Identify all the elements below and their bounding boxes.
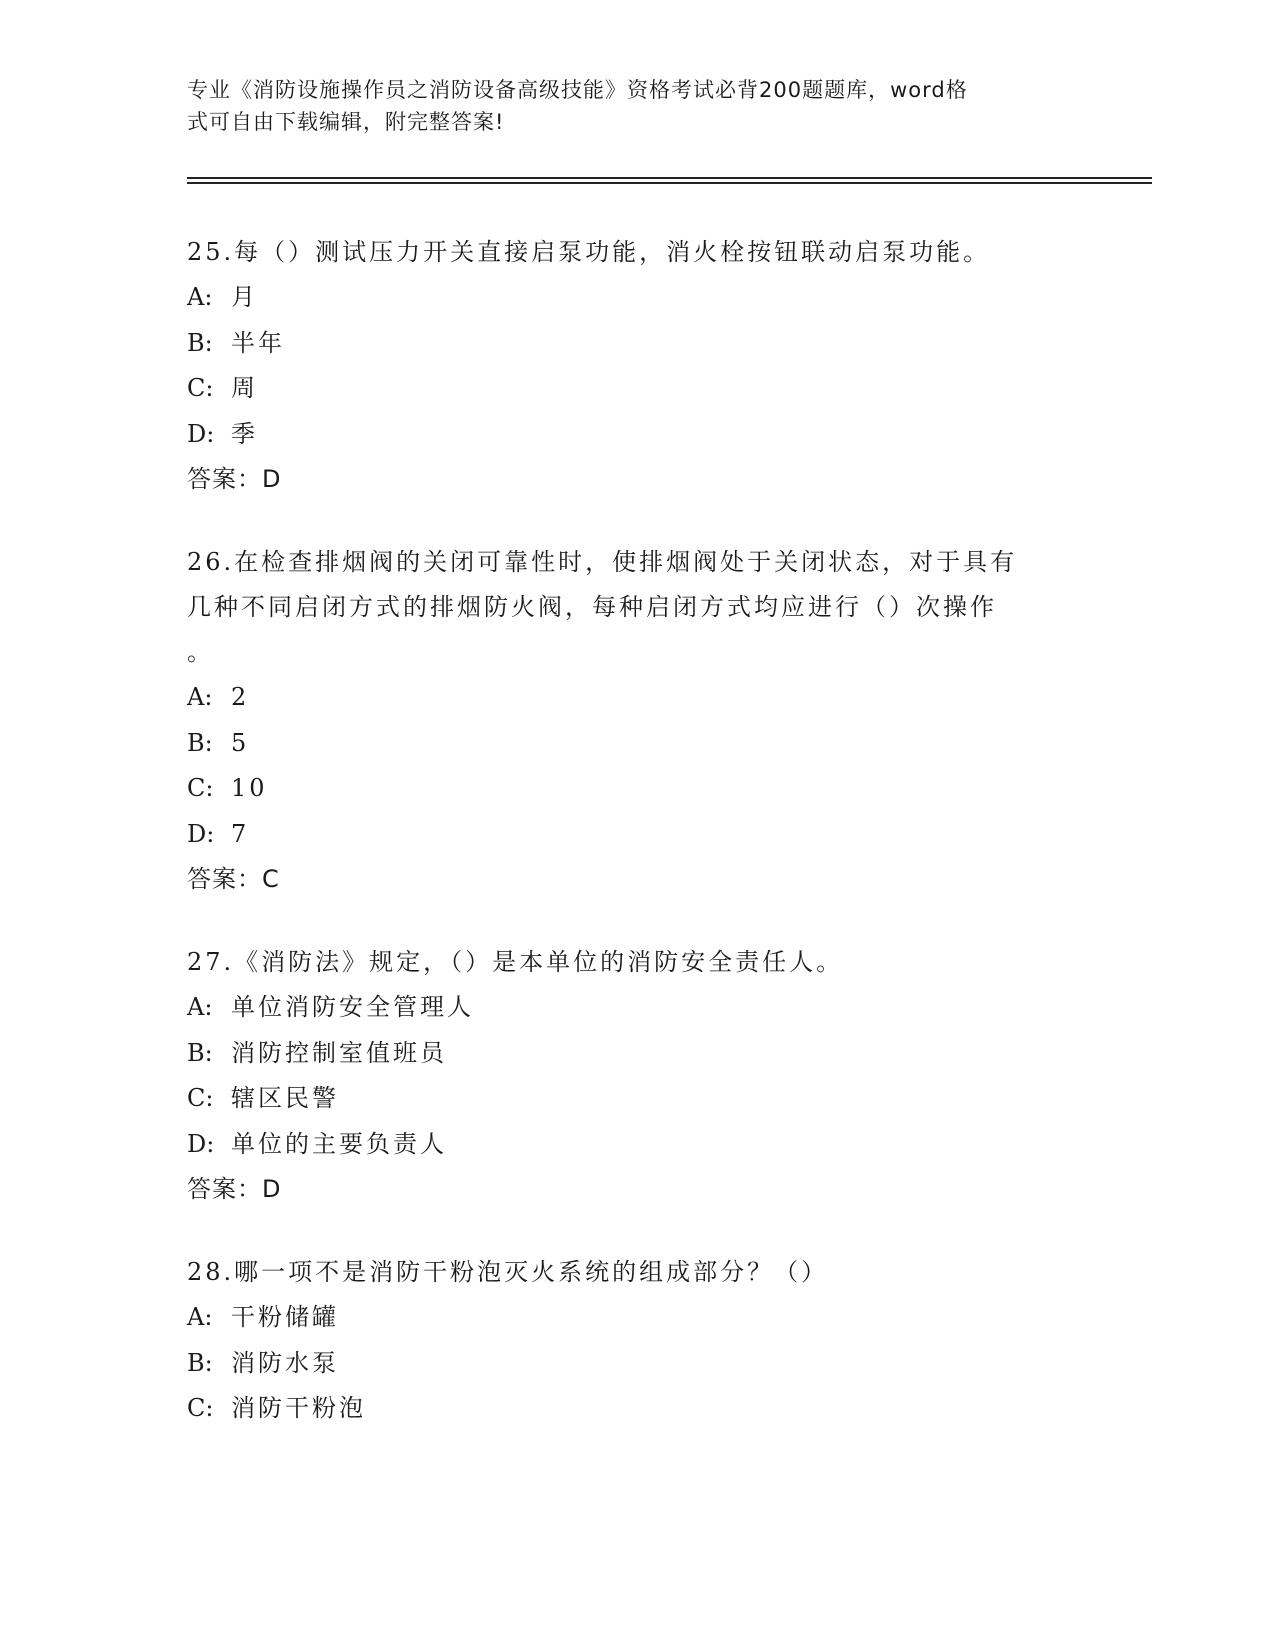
option-letter: A: bbox=[187, 993, 213, 1021]
question-text-line: 几种不同启闭方式的排烟防火阀，每种启闭方式均应进行（）次操作 bbox=[187, 593, 997, 621]
option-text: 2 bbox=[231, 683, 250, 711]
document-header bbox=[187, 74, 1067, 138]
option-c bbox=[187, 366, 1087, 412]
option-text: 辖区民警 bbox=[231, 1084, 339, 1112]
option-text: 5 bbox=[231, 728, 250, 757]
option-text: 季 bbox=[231, 419, 258, 448]
option-c bbox=[187, 1076, 1087, 1122]
option-letter: B: bbox=[187, 728, 213, 757]
question-text bbox=[187, 540, 1087, 675]
question-text-line: 28.哪一项不是消防干粉泡灭火系统的组成部分？（） bbox=[187, 1258, 829, 1286]
option-c bbox=[187, 766, 1087, 812]
header-divider-top bbox=[187, 177, 1152, 179]
option-text: 10 bbox=[231, 774, 268, 802]
question-text bbox=[187, 1250, 1087, 1295]
option-b bbox=[187, 321, 1087, 367]
question-text bbox=[187, 230, 1087, 275]
answer-line: 答案：C bbox=[187, 865, 280, 893]
option-letter: A: bbox=[187, 283, 213, 311]
option-b bbox=[187, 721, 1087, 767]
option-a bbox=[187, 675, 1087, 721]
question-26 bbox=[187, 540, 1087, 902]
answer-line: 答案：D bbox=[187, 1175, 282, 1203]
option-a bbox=[187, 275, 1087, 321]
option-text: 7 bbox=[231, 819, 250, 848]
option-a bbox=[187, 985, 1087, 1031]
option-letter: B: bbox=[187, 1348, 213, 1377]
option-c bbox=[187, 1386, 1087, 1432]
option-letter: C: bbox=[187, 1394, 214, 1422]
question-text-line: 26.在检查排烟阀的关闭可靠性时，使排烟阀处于关闭状态，对于具有 bbox=[187, 548, 1018, 576]
answer-line: 答案：D bbox=[187, 465, 282, 493]
option-d bbox=[187, 412, 1087, 458]
question-text bbox=[187, 940, 1087, 985]
option-text: 消防控制室值班员 bbox=[231, 1038, 447, 1067]
option-letter: D: bbox=[187, 819, 215, 848]
question-27 bbox=[187, 940, 1087, 1212]
option-d bbox=[187, 1122, 1087, 1168]
option-text: 月 bbox=[231, 283, 258, 311]
option-letter: C: bbox=[187, 374, 214, 402]
option-text: 单位消防安全管理人 bbox=[231, 993, 474, 1021]
option-text: 干粉储罐 bbox=[231, 1303, 339, 1331]
option-letter: C: bbox=[187, 774, 214, 802]
question-text-line: 。 bbox=[187, 638, 214, 666]
option-letter: B: bbox=[187, 1038, 213, 1067]
option-d bbox=[187, 812, 1087, 858]
header-divider-bottom bbox=[187, 182, 1152, 184]
question-text-line: 25.每（）测试压力开关直接启泵功能，消火栓按钮联动启泵功能。 bbox=[187, 238, 991, 266]
header-line-1: 专业《消防设施操作员之消防设备高级技能》资格考试必背200题题库，word格 bbox=[187, 78, 968, 102]
option-text: 周 bbox=[231, 374, 258, 402]
option-letter: A: bbox=[187, 683, 213, 711]
option-a bbox=[187, 1295, 1087, 1341]
header-line-2: 式可自由下载编辑，附完整答案! bbox=[187, 110, 505, 134]
option-b bbox=[187, 1341, 1087, 1387]
question-25 bbox=[187, 230, 1087, 502]
option-text: 单位的主要负责人 bbox=[231, 1129, 447, 1158]
option-letter: D: bbox=[187, 1129, 215, 1158]
option-letter: D: bbox=[187, 419, 215, 448]
option-text: 消防水泵 bbox=[231, 1348, 339, 1377]
option-letter: A: bbox=[187, 1303, 213, 1331]
option-text: 半年 bbox=[231, 328, 285, 357]
question-28 bbox=[187, 1250, 1087, 1432]
option-b bbox=[187, 1031, 1087, 1077]
option-letter: B: bbox=[187, 328, 213, 357]
option-letter: C: bbox=[187, 1084, 214, 1112]
option-text: 消防干粉泡 bbox=[231, 1394, 366, 1422]
question-text-line: 27.《消防法》规定，（）是本单位的消防安全责任人。 bbox=[187, 948, 844, 976]
